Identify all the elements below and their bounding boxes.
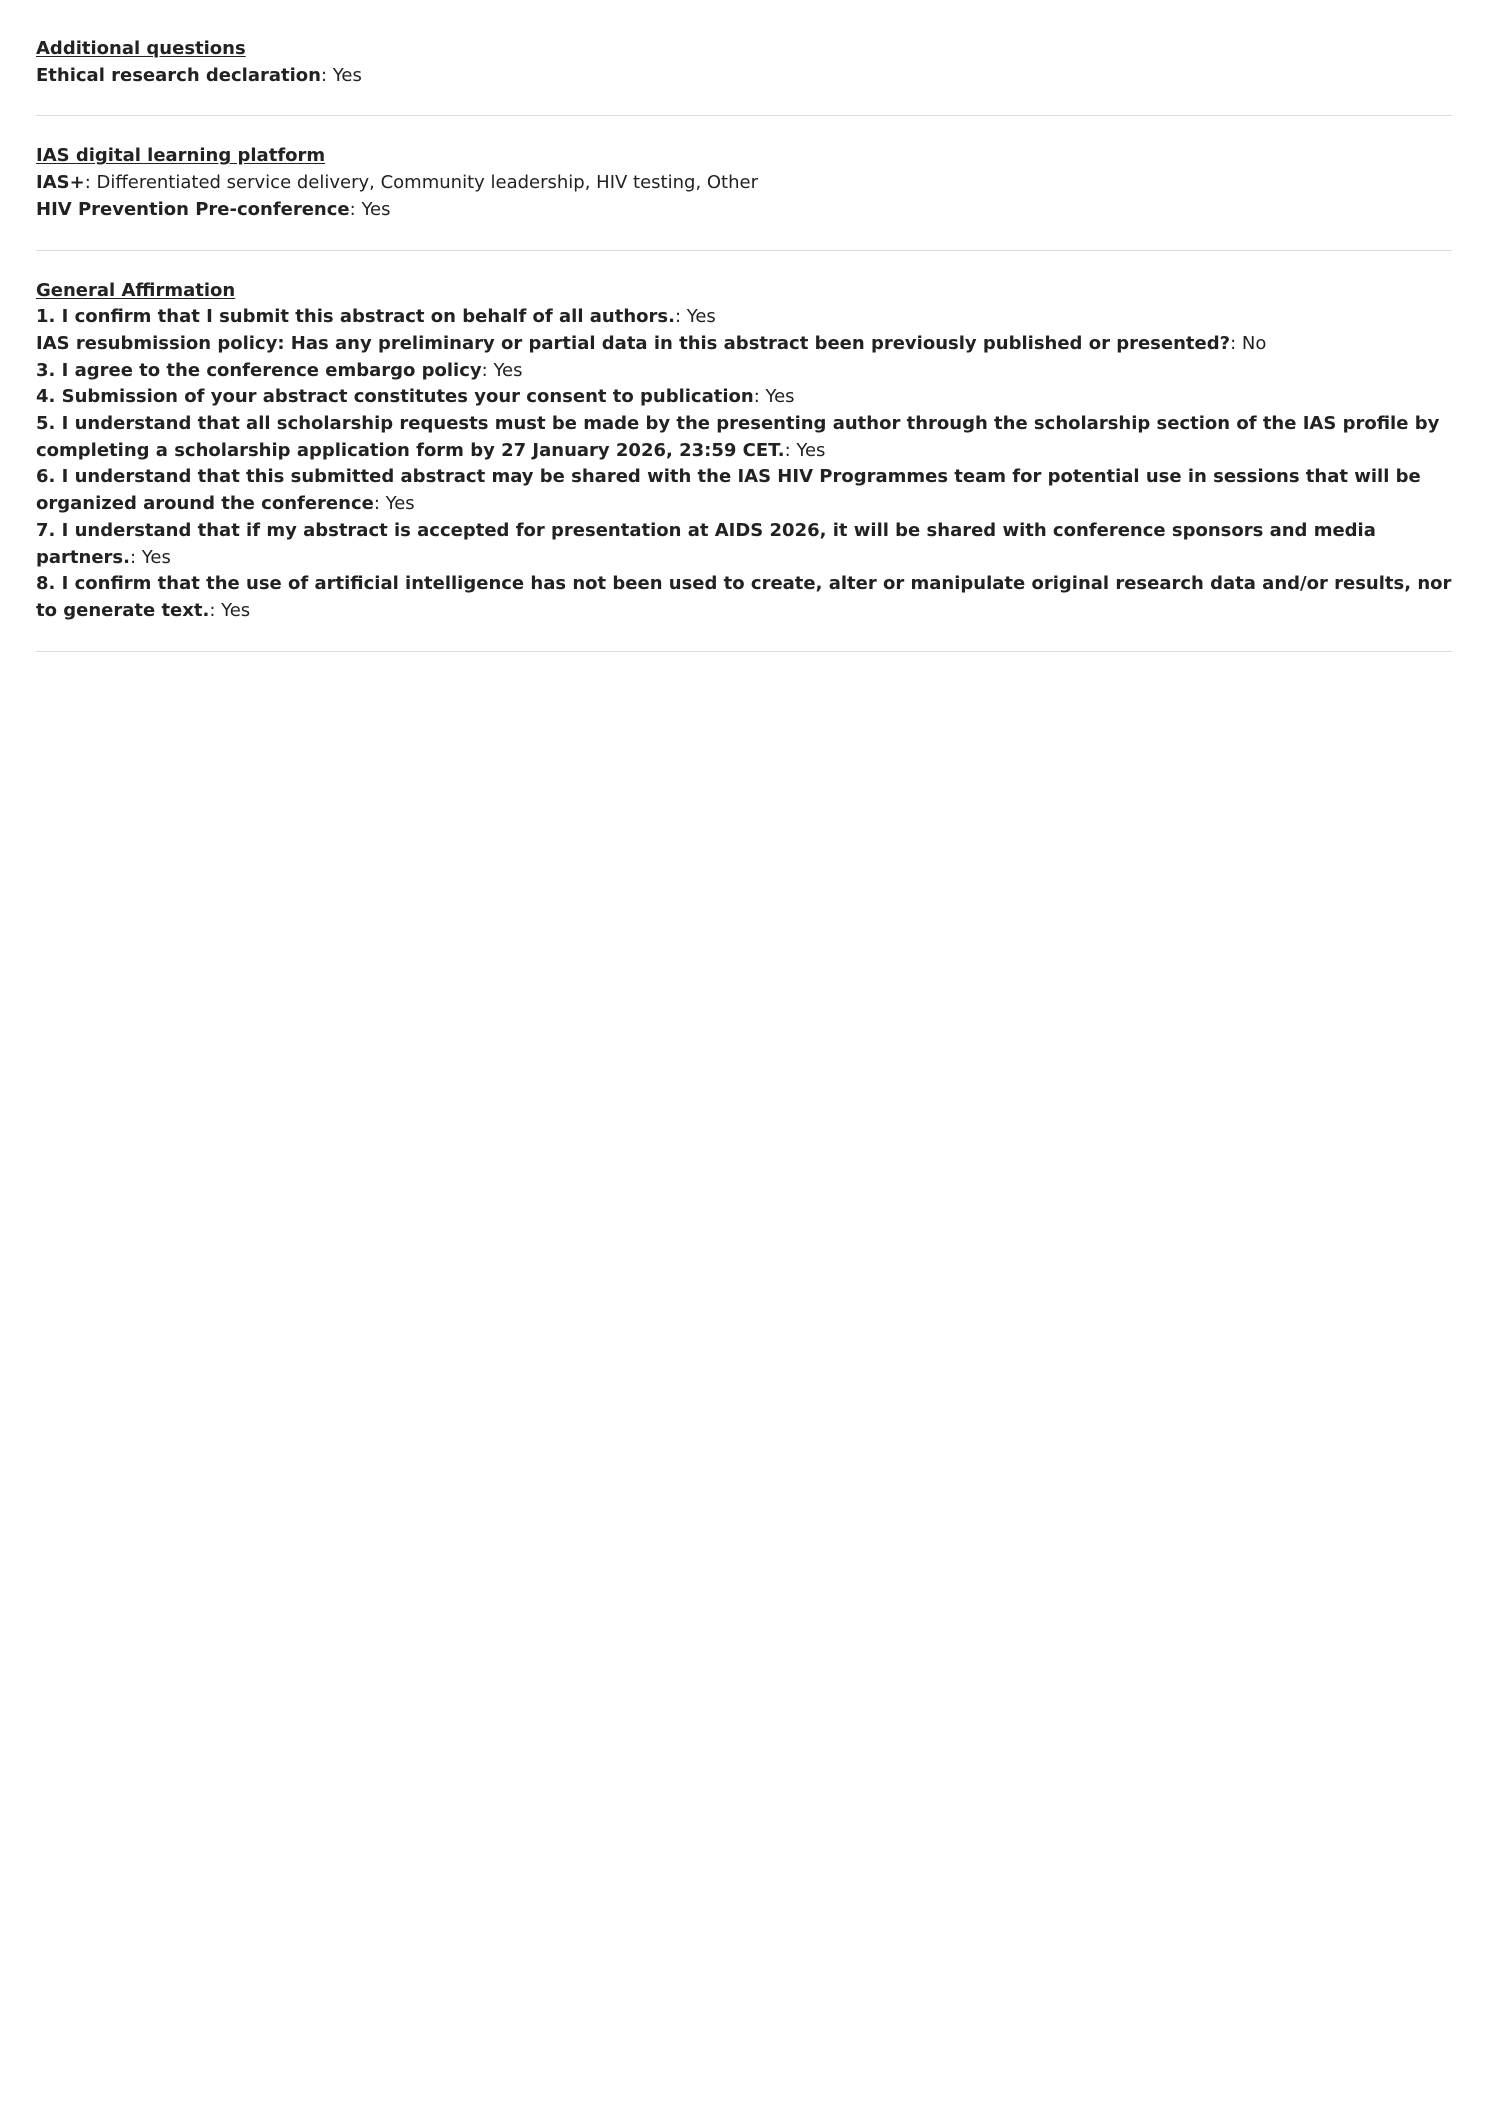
separator: : bbox=[753, 386, 766, 408]
answer-row-hiv-prevention-pre-conference bbox=[36, 197, 1452, 224]
question-label: Ethical research declaration bbox=[36, 64, 321, 86]
section-title: IAS digital learning platform bbox=[36, 145, 326, 167]
question-label: 3. I agree to the conference embargo policy bbox=[36, 359, 482, 381]
section-title: Additional questions bbox=[36, 38, 246, 59]
separator: : bbox=[349, 198, 362, 220]
section-title: General Affirmation bbox=[36, 279, 236, 301]
question-label: IAS resubmission policy: Has any preliminary or partial data in this abstract been previously published or presented? bbox=[36, 332, 1231, 354]
answer-value: Yes bbox=[796, 439, 826, 461]
question-label: 1. I confirm that I submit this abstract on behalf of all authors. bbox=[36, 306, 675, 328]
separator: : bbox=[481, 359, 494, 381]
answer-value: Yes bbox=[493, 359, 523, 381]
separator: : bbox=[674, 306, 687, 328]
answer-row-affirmation-3 bbox=[36, 358, 1452, 385]
answer-row-ias-plus bbox=[36, 170, 1452, 197]
answer-value: No bbox=[1241, 332, 1267, 354]
question-label: 5. I understand that all scholarship requests must be made by the presenting author through the scholarship section of the IAS profile by completing a scholarship application form by 27 January 2026, 23:59 CET. bbox=[36, 413, 1440, 461]
section-ias-digital-learning-platform bbox=[36, 143, 1452, 223]
answer-row-affirmation-1 bbox=[36, 304, 1452, 331]
section-divider bbox=[36, 250, 1452, 251]
question-label: 7. I understand that if my abstract is accepted for presentation at AIDS 2026, it will be shared with conference sponsors and media partners. bbox=[36, 519, 1376, 568]
separator: : bbox=[1230, 332, 1242, 354]
section-general-affirmation bbox=[36, 278, 1452, 625]
answer-row-resubmission-policy bbox=[36, 331, 1452, 358]
question-label: IAS+ bbox=[36, 172, 85, 194]
answer-value: Yes bbox=[141, 546, 171, 568]
answer-value: Yes bbox=[221, 599, 251, 621]
separator: : bbox=[373, 493, 386, 515]
answer-value: Yes bbox=[385, 493, 415, 515]
question-label: 8. I confirm that the use of artificial intelligence has not been used to create, alter or manipulate original research data and/or results, nor to generate text. bbox=[36, 573, 1452, 621]
section-additional-questions bbox=[36, 36, 1452, 89]
answer-value: Yes bbox=[332, 64, 362, 86]
separator: : bbox=[84, 172, 97, 194]
answer-value: Differentiated service delivery, Community leadership, HIV testing, Other bbox=[96, 172, 758, 194]
separator: : bbox=[129, 546, 142, 568]
section-divider bbox=[36, 651, 1452, 652]
separator: : bbox=[784, 439, 797, 461]
answer-row-ethical-research-declaration bbox=[36, 63, 1452, 90]
answer-row-affirmation-7 bbox=[36, 518, 1452, 571]
question-label: 4. Submission of your abstract constitutes your consent to publication bbox=[36, 386, 754, 408]
answer-value: Yes bbox=[686, 306, 716, 328]
answer-value: Yes bbox=[361, 198, 391, 220]
answer-value: Yes bbox=[765, 386, 795, 408]
separator: : bbox=[209, 599, 222, 621]
answer-row-affirmation-6 bbox=[36, 464, 1452, 517]
answer-row-affirmation-8 bbox=[36, 571, 1452, 624]
answer-row-affirmation-4 bbox=[36, 384, 1452, 411]
section-divider bbox=[36, 115, 1452, 116]
question-label: 6. I understand that this submitted abstract may be shared with the IAS HIV Programmes team for potential use in sessions that will be organized around the conference bbox=[36, 466, 1421, 515]
question-label: HIV Prevention Pre-conference bbox=[36, 198, 350, 220]
separator: : bbox=[320, 64, 333, 86]
answer-row-affirmation-5 bbox=[36, 411, 1452, 464]
